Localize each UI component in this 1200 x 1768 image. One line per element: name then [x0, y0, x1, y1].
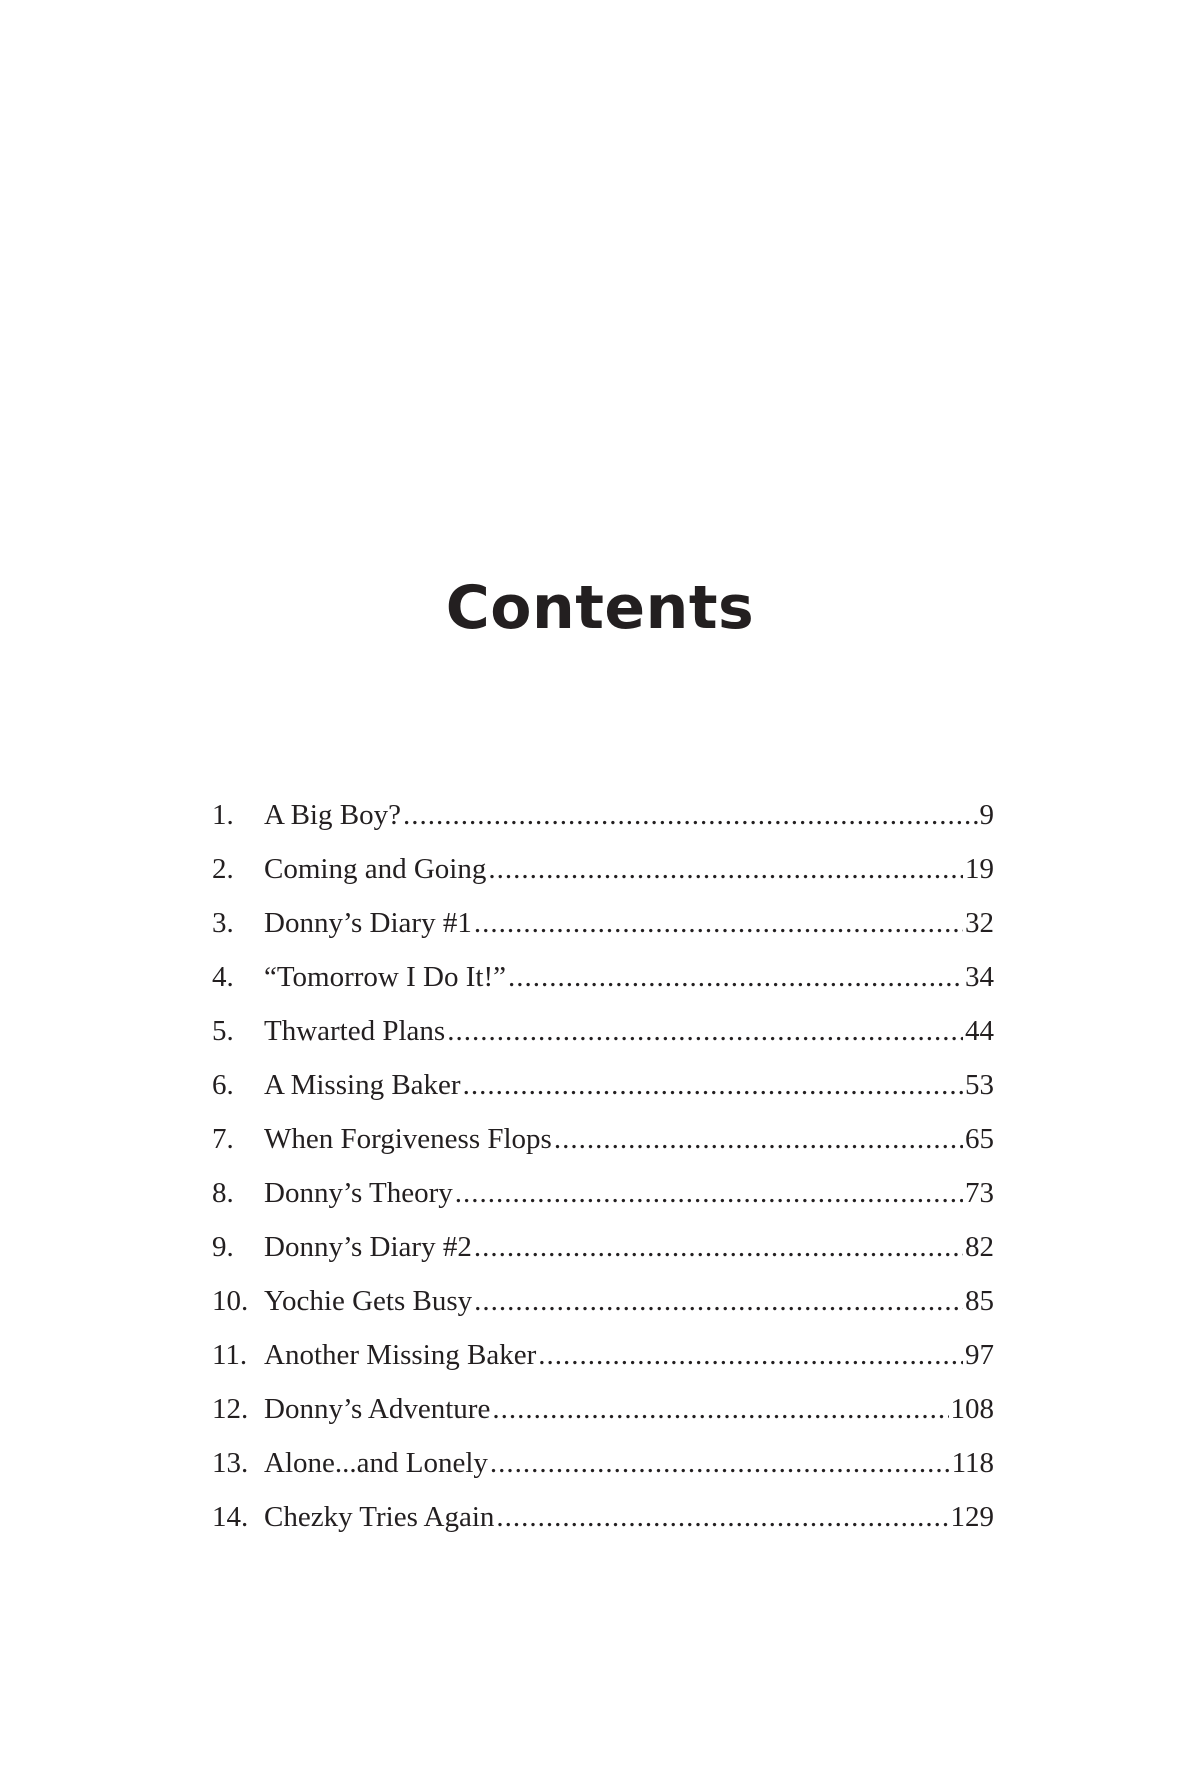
page-number: 34 — [965, 961, 994, 993]
toc-entry — [212, 1274, 994, 1328]
toc-entry — [212, 842, 994, 896]
chapter-number: 9. — [212, 1231, 234, 1263]
chapter-number: 12. — [212, 1393, 249, 1425]
page-number: 85 — [965, 1285, 994, 1317]
dot-leader — [492, 1382, 948, 1436]
dot-leader — [447, 1004, 963, 1058]
page-number: 129 — [950, 1501, 994, 1533]
page-number: 108 — [950, 1393, 994, 1425]
dot-leader — [455, 1166, 963, 1220]
chapter-number: 13. — [212, 1447, 249, 1479]
dot-leader — [508, 950, 963, 1004]
page-number: 97 — [965, 1339, 994, 1371]
chapter-number: 5. — [212, 1015, 234, 1047]
chapter-title: Donny’s Adventure — [264, 1393, 491, 1425]
chapter-number: 3. — [212, 907, 234, 939]
chapter-title: A Big Boy? — [264, 799, 401, 831]
chapter-title: Yochie Gets Busy — [264, 1285, 473, 1317]
toc-entry — [212, 1112, 994, 1166]
chapter-number: 10. — [212, 1285, 249, 1317]
dot-leader — [496, 1490, 948, 1544]
chapter-title: A Missing Baker — [264, 1069, 461, 1101]
page-number: 65 — [965, 1123, 994, 1155]
dot-leader — [554, 1112, 963, 1166]
dot-leader — [474, 1220, 963, 1274]
toc-entry — [212, 1490, 994, 1544]
toc-entry — [212, 1004, 994, 1058]
page-number: 19 — [965, 853, 994, 885]
toc-entry — [212, 788, 994, 842]
chapter-number: 14. — [212, 1501, 249, 1533]
chapter-title: When Forgiveness Flops — [264, 1123, 552, 1155]
chapter-title: Another Missing Baker — [264, 1339, 537, 1371]
page-number: 44 — [965, 1015, 994, 1047]
toc-entry — [212, 1328, 994, 1382]
chapter-number: 11. — [212, 1339, 248, 1371]
dot-leader — [474, 896, 963, 950]
dot-leader — [488, 842, 963, 896]
table-of-contents — [212, 788, 994, 1544]
page-number: 9 — [979, 799, 994, 831]
page-number: 32 — [965, 907, 994, 939]
chapter-number: 7. — [212, 1123, 234, 1155]
dot-leader — [463, 1058, 963, 1112]
page-number: 73 — [965, 1177, 994, 1209]
toc-entry — [212, 1382, 994, 1436]
toc-entry — [212, 1220, 994, 1274]
chapter-number: 6. — [212, 1069, 234, 1101]
dot-leader — [474, 1274, 963, 1328]
chapter-number: 8. — [212, 1177, 234, 1209]
toc-entry — [212, 1058, 994, 1112]
dot-leader — [538, 1328, 963, 1382]
chapter-number: 2. — [212, 853, 234, 885]
dot-leader — [403, 788, 978, 842]
toc-entry — [212, 896, 994, 950]
chapter-title: Alone...and Lonely — [264, 1447, 488, 1479]
toc-entry — [212, 1166, 994, 1220]
page-title: Contents — [445, 573, 755, 643]
chapter-title: “Tomorrow I Do It!” — [264, 961, 506, 993]
page-number: 118 — [951, 1447, 994, 1479]
page-number: 82 — [965, 1231, 994, 1263]
chapter-title: Coming and Going — [264, 853, 487, 885]
chapter-number: 4. — [212, 961, 234, 993]
toc-entry — [212, 950, 994, 1004]
chapter-title: Donny’s Diary #2 — [264, 1231, 472, 1263]
toc-entry — [212, 1436, 994, 1490]
chapter-title: Chezky Tries Again — [264, 1501, 495, 1533]
chapter-title: Donny’s Diary #1 — [264, 907, 472, 939]
chapter-number: 1. — [212, 799, 234, 831]
page-number: 53 — [965, 1069, 994, 1101]
chapter-title: Thwarted Plans — [264, 1015, 446, 1047]
dot-leader — [490, 1436, 950, 1490]
chapter-title: Donny’s Theory — [264, 1177, 453, 1209]
